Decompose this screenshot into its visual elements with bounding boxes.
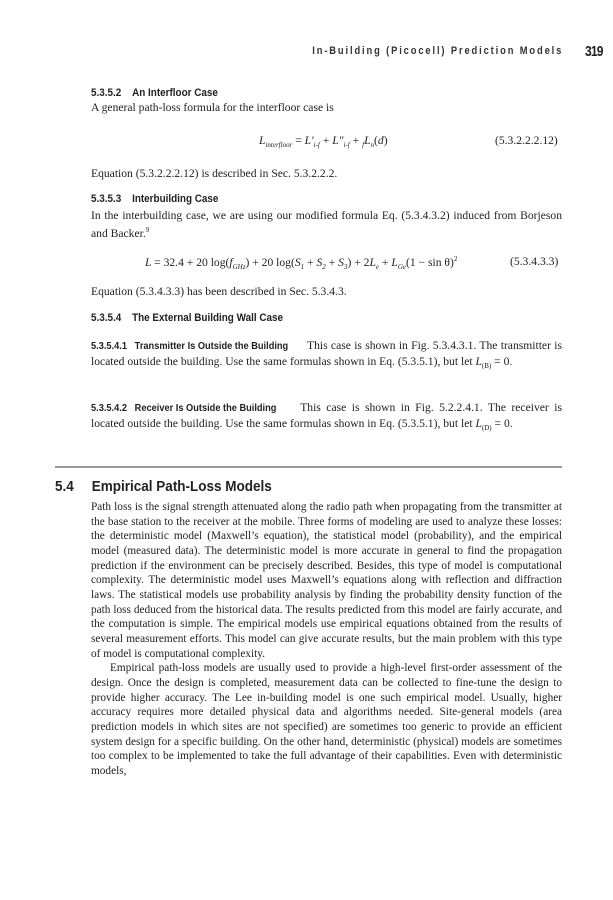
equation-interfloor: $L_{interfloor} = L'_{i-f} + L''_{i-f} + _fL_n(d)$ <box>259 134 388 149</box>
section-body <box>91 500 562 778</box>
section-heading-5352: 5.3.5.2 An Interfloor Case <box>91 87 218 99</box>
paragraph-receiver-outside: 5.3.5.4.2 Receiver Is Outside the Building This case is shown in Fig. 5.2.2.4.1. The receiver is located outside the building. Use the same formulas shown in Eq. (5.3.5.1), but let $L_{(D)} = 0$. <box>91 401 562 433</box>
paragraph: Equation (5.3.4.3.3) has been described in Sec. 5.3.4.3. <box>91 285 347 298</box>
section-heading-54: 5.4 Empirical Path-Loss Models <box>55 478 272 495</box>
footnote-ref: 9 <box>145 226 150 235</box>
paragraph: Empirical path-loss models are usually used to provide a high-level first-order assessment of the design. Once the design is completed, measurement data can be collected to fine-tune the design to provide higher accuracy. The Lee in-building model is one such empirical model. Usually, higher accuracy requires more detailed physical data and algorithms needed. Site-general models (area prediction models in which sites are not specified) are sometimes too generic to provide an efficient system design for a specific building. On the other hand, deterministic (physical) models are sometimes too complex to be implemented to take the full advantage of their capabilities. Even with deterministic models, <box>91 662 562 777</box>
page-number: 319 <box>585 43 603 60</box>
paragraph-transmitter-outside: 5.3.5.4.1 Transmitter Is Outside the Building This case is shown in Fig. 5.3.4.3.1. The transmitter is located outside the building. Use the same formulas shown in Eq. (5.3.5.1), but let $L_{(B)} = 0$. <box>91 339 562 371</box>
equation-number: (5.3.2.2.2.12) <box>495 134 558 147</box>
section-divider <box>55 466 562 468</box>
paragraph: Equation (5.3.2.2.2.12) is described in Sec. 5.3.2.2.2. <box>91 167 338 180</box>
section-heading-5354: 5.3.5.4 The External Building Wall Case <box>91 312 283 324</box>
equation-interbuilding: L = 32.4 + 20 $\log(f_{GHz}) + 20$ $\log(S_1 + S_2 + S_3) + 2L_e + L_{Ge}(1 - \sin \theta)^2$ <box>145 255 458 271</box>
section-heading-5353: 5.3.5.3 Interbuilding Case <box>91 193 219 205</box>
paragraph: A general path-loss formula for the interfloor case is <box>91 101 334 114</box>
equation-number: (5.3.4.3.3) <box>510 255 559 268</box>
running-header: In-Building (Picocell) Prediction Models <box>312 45 563 57</box>
paragraph: Path loss is the signal strength attenuated along the radio path when propagating from the transmitter at the base station to the receiver at the mobile. Three forms of modeling are used to analyze these losses: the deterministic model (Maxwell’s equation), the statistical model (probability), and the empirical model (measured data). The deterministic model is more accurate in general to find the propagation prediction if the environment can be precisely described. Besides, this type of model is computational complexity. The deterministic model uses Maxwell’s equations along with reflection and diffraction laws. The statistical models use probability analysis by finding the probability density function of the path loss deduced from the historical data. The results predicted from this model are fairly accurate, and the computation is simple. The empirical models use empirical equations obtained from the results of several measurement efforts. This model can give accurate results, but the main problem with this type of model is computational complexity. <box>91 501 562 660</box>
paragraph: In the interbuilding case, we are using our modified formula Eq. (5.3.4.3.2) induced from Borjeson and Backer.$^9$ <box>91 209 562 241</box>
